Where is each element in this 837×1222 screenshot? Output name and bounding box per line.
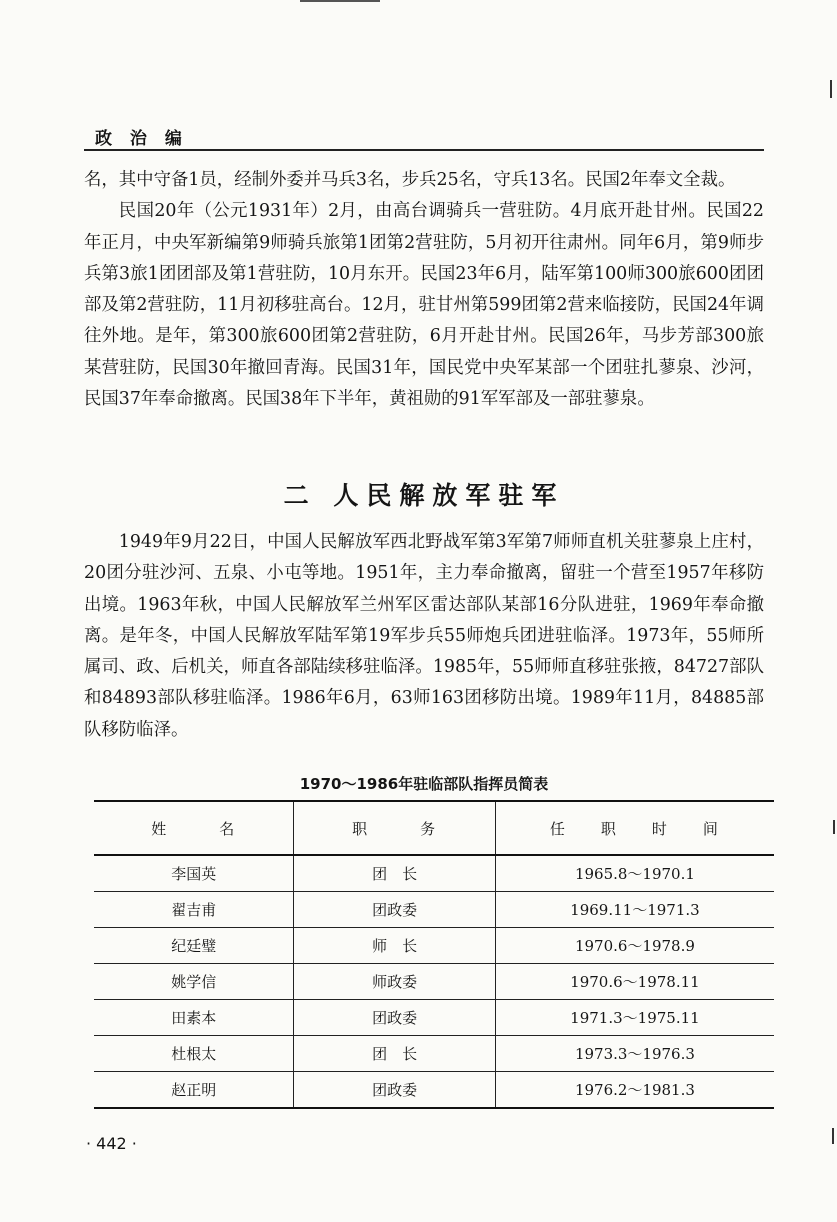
paragraph: 名，其中守备1员，经制外委并马兵3名，步兵25名，守兵13名。民国2年奉文全裁。 [84,170,736,190]
running-header: 政 治 编 [95,129,188,149]
cell-name: 姚学信 [94,964,294,1000]
paragraph: 1949年9月22日，中国人民解放军西北野战军第3军第7师师直机关驻蓼泉上庄村，20团分驻沙河、五泉、小屯等地。1951年，主力奉命撤离，留驻一个营至1957年移防出境。1963年秋，中国人民解放军兰州军区雷达部队某部16分队进驻，1969年奉命撤离。是年冬，中国人民解放军陆军第19军步兵55师炮兵团进驻临泽。1973年，55师所属司、政、后机关，师直各部陆续移驻临泽。1985年，55师师直移驻张掖，84727部队和84893部队移驻临泽。1986年6月，63师163团移防出境。1989年11月，84885部队移防临泽。 [84,532,764,740]
table-title: 1970～1986年驻临部队指挥员简表 [299,775,549,793]
cell-name: 翟吉甫 [94,892,294,928]
table-row [94,1000,774,1036]
table-body [94,855,774,1108]
cell-position: 团 长 [294,1036,495,1072]
header-rule [84,149,764,151]
cell-position: 师政委 [294,964,495,1000]
table-row [94,1036,774,1072]
scan-edge-mark [832,1128,834,1144]
scan-edge-mark [833,820,835,834]
table-row [94,855,774,892]
cell-position: 团政委 [294,1000,495,1036]
cell-tenure: 1971.3～1975.11 [495,1000,774,1036]
header-tenure: 任 职 时 间 [495,801,774,855]
page-number: · 442 · [86,1134,137,1153]
paragraph: 民国20年（公元1931年）2月，由高台调骑兵一营驻防。4月底开赴甘州。民国22年正月，中央军新编第9师骑兵旅第1团第2营驻防，5月初开往肃州。同年6月，第9师步兵第3旅1团团部及第1营驻防，10月东开。民国23年6月，陆军第100师300旅600团团部及第2营驻防，11月初移驻高台。12月，驻甘州第599团第2营来临接防，民国24年调往外地。是年，第300旅600团第2营驻防，6月开赴甘州。民国26年，马步芳部300旅某营驻防，民国30年撤回青海。民国31年，国民党中央军某部一个团驻扎蓼泉、沙河，民国37年奉命撤离。民国38年下半年，黄祖勋的91军军部及一部驻蓼泉。 [84,201,764,410]
cell-position: 团 长 [294,855,495,892]
cell-name: 李国英 [94,855,294,892]
cell-name: 纪廷璧 [94,928,294,964]
cell-position: 师 长 [294,928,495,964]
header-position: 职 务 [294,801,495,855]
cell-name: 杜根太 [94,1036,294,1072]
cell-tenure: 1973.3～1976.3 [495,1036,774,1072]
paragraph-block-historical [84,165,764,415]
cell-position: 团政委 [294,892,495,928]
cell-tenure: 1969.11～1971.3 [495,892,774,928]
scan-edge-mark [830,80,832,98]
table-row [94,892,774,928]
commanders-table [94,800,774,1109]
section-title: 二 人民解放军驻军 [283,481,565,510]
table-row [94,928,774,964]
paragraph-block-pla [84,527,764,746]
header-name: 姓 名 [151,819,237,838]
cell-name: 赵正明 [94,1072,294,1109]
cell-position: 团政委 [294,1072,495,1109]
scan-top-line [300,0,380,2]
table-row [94,964,774,1000]
cell-tenure: 1970.6～1978.11 [495,964,774,1000]
cell-tenure: 1965.8～1970.1 [495,855,774,892]
table-header-row [94,801,774,855]
table-row [94,1072,774,1109]
cell-tenure: 1970.6～1978.9 [495,928,774,964]
cell-name: 田素本 [94,1000,294,1036]
cell-tenure: 1976.2～1981.3 [495,1072,774,1109]
